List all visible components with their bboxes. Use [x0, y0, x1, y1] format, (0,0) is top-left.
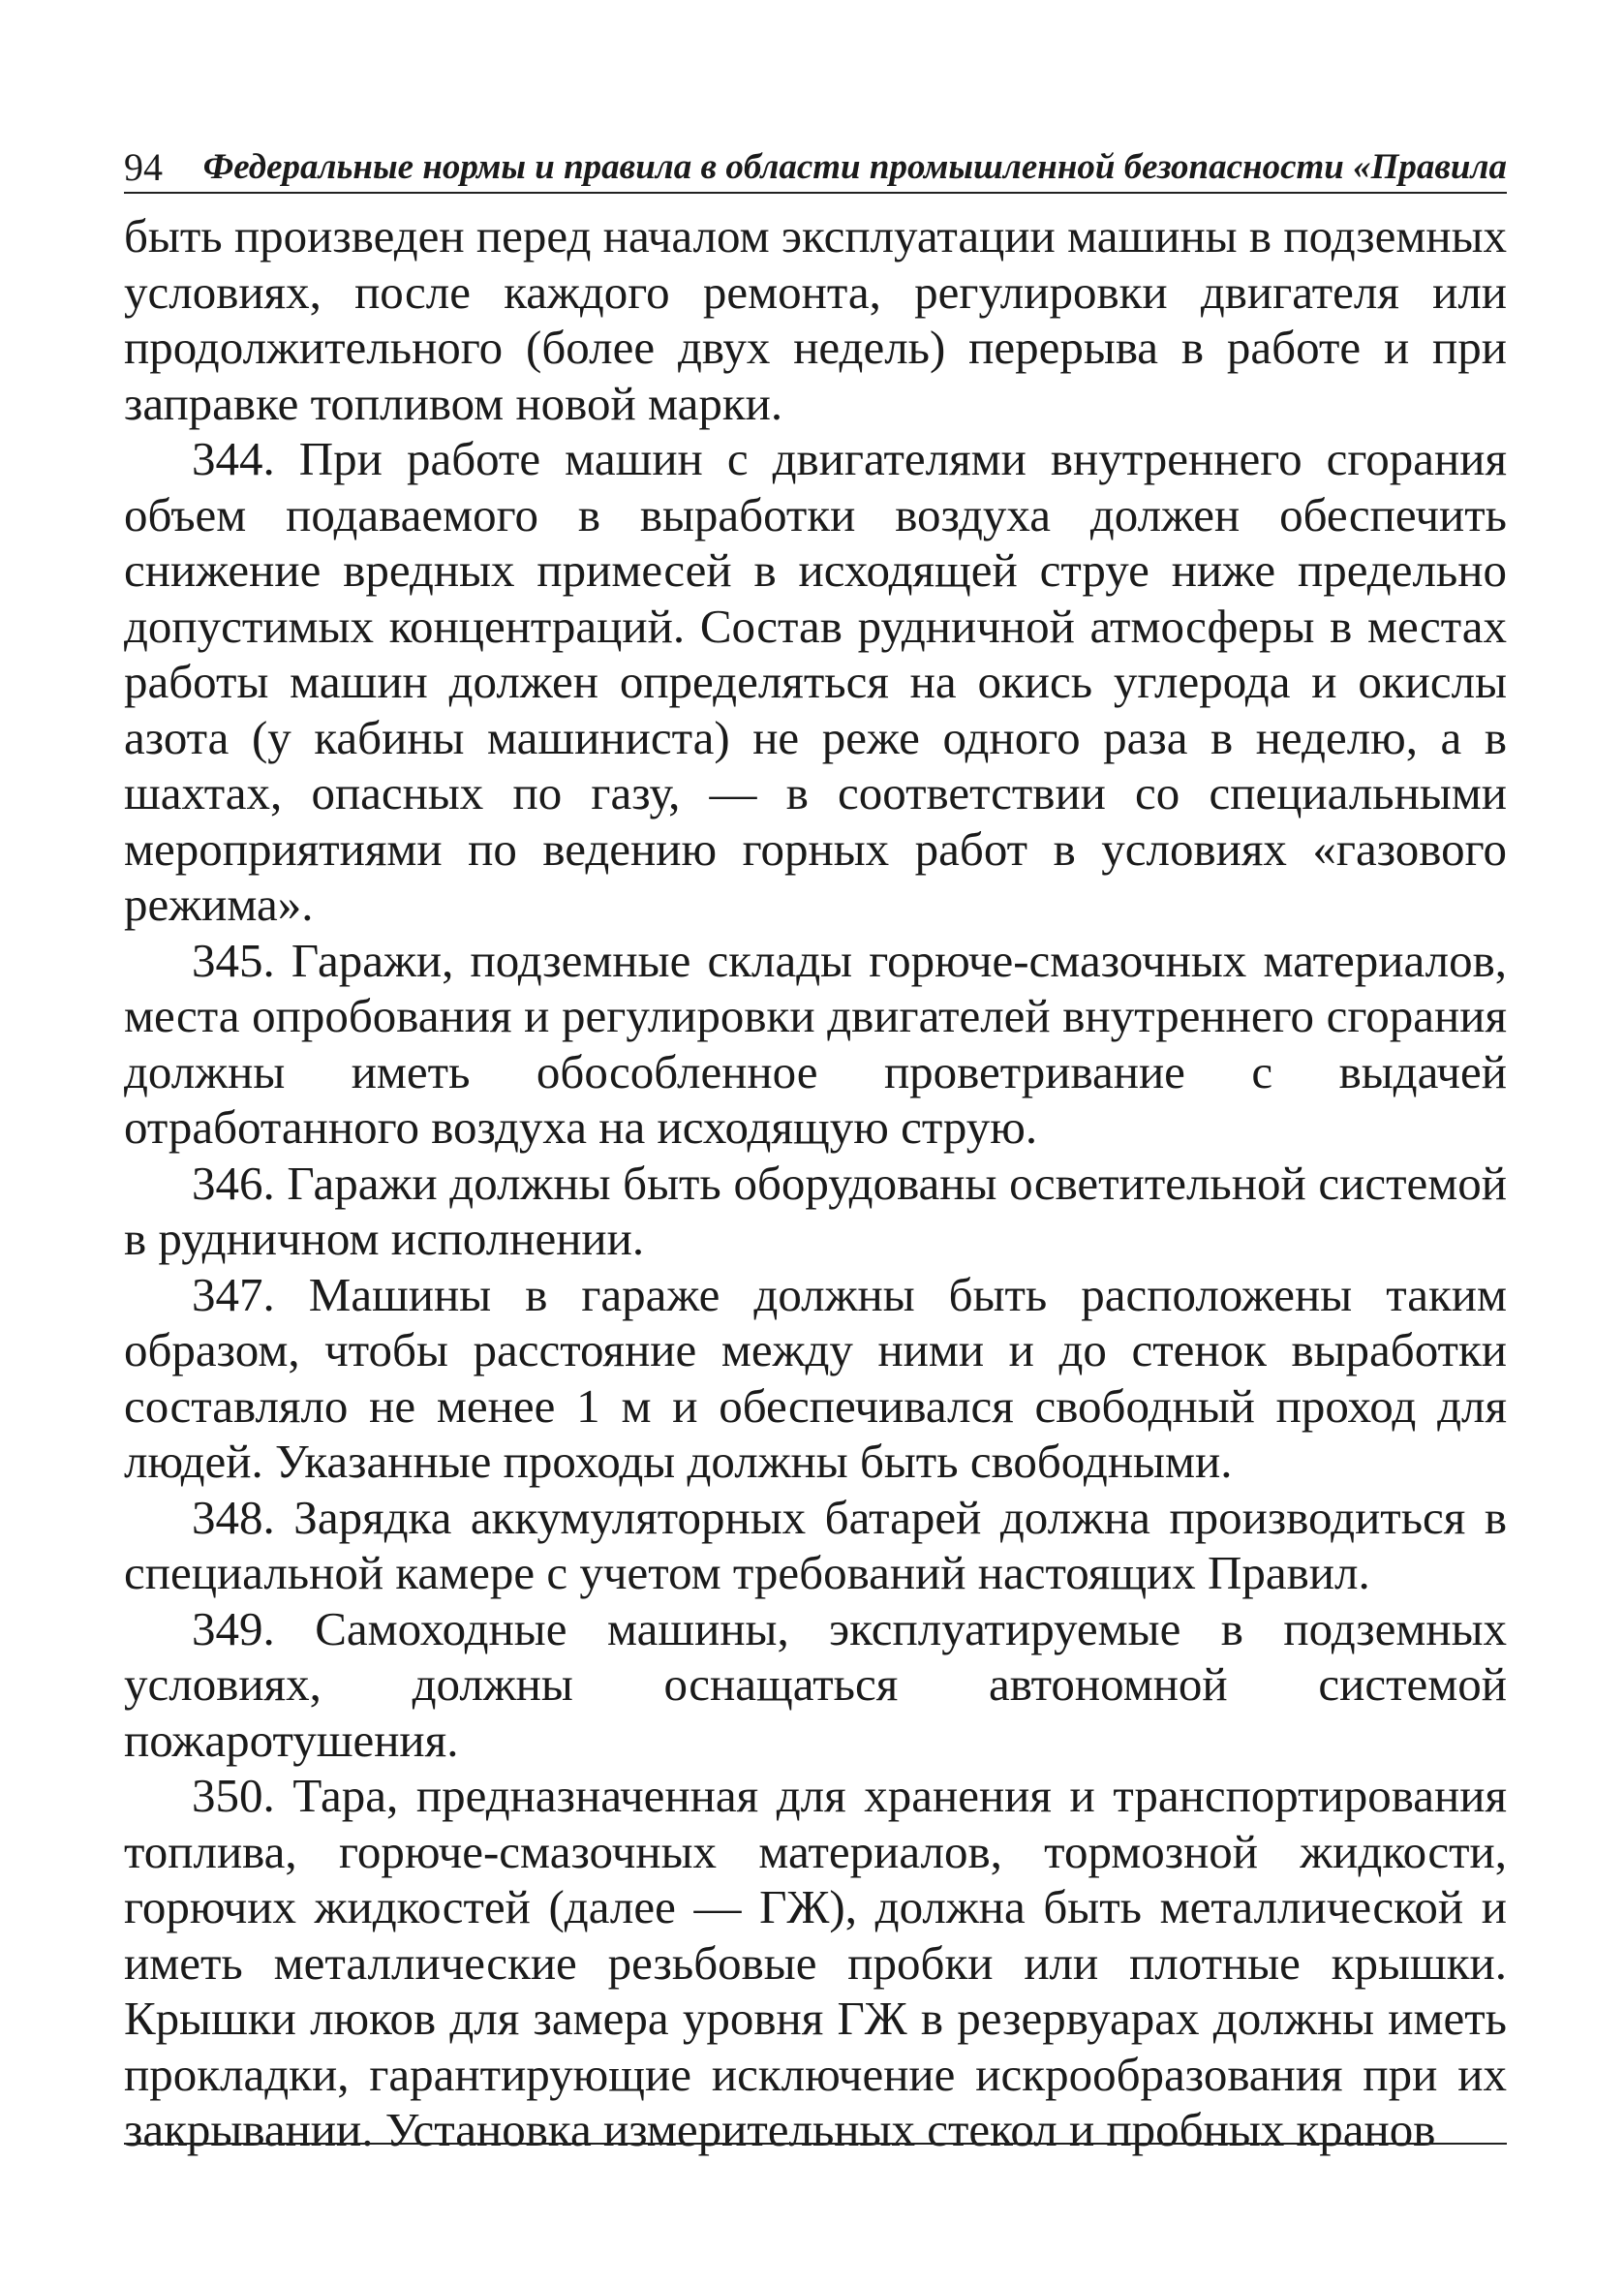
paragraph-346: 346. Гаражи должны быть оборудованы осветительной системой в рудничном исполнении.: [124, 1156, 1507, 1265]
page-header: [124, 143, 1507, 194]
page-number: 94: [124, 145, 163, 189]
body-text: [124, 208, 1507, 2158]
bottom-rule: [124, 2143, 1507, 2145]
paragraph-347: 347. Машины в гараже должны быть расположены таким образом, чтобы расстояние между ними и до стенок выработки составляло не менее 1 м и обеспечивался свободный проход для людей. Указанные проходы должны быть свободными.: [124, 1267, 1507, 1488]
paragraph-continuation: быть произведен перед началом эксплуатации машины в подземных условиях, после каждого ремонта, регулировки двигателя или продолжительного (более двух недель) перерыва в работе и при заправке топливом новой марки.: [124, 209, 1507, 430]
paragraph-350: 350. Тара, предназначенная для хранения и транспортирования топлива, горюче-смазочных материалов, тормозной жидкости, горючих жидкостей (далее — ГЖ), должна быть металлической и иметь металлические резьбовые пробки или плотные крышки. Крышки люков для замера уровня ГЖ в резервуарах должны иметь прокладки, гарантирующие исключение искрообразования при их закрывании. Установка измерительных стекол и пробных кранов: [124, 1769, 1507, 2156]
paragraph-348: 348. Зарядка аккумуляторных батарей должна производиться в специальной камере с учетом требований настоящих Правил.: [124, 1490, 1507, 1599]
paragraph-344: 344. При работе машин с двигателями внутреннего сгорания объем подаваемого в выработки воздуха должен обеспечить снижение вредных примесей в исходящей струе ниже предельно допустимых концентраций. Состав рудничной атмосферы в местах работы машин должен определяться на окись углерода и окислы азота (у кабины машиниста) не реже одного раза в неделю, а в шахтах, опасных по газу, — в соответствии со специальными мероприятиями по ведению горных работ в условиях «газового режима».: [124, 432, 1507, 931]
paragraph-345: 345. Гаражи, подземные склады горюче-смазочных материалов, места опробования и регулировки двигателей внутреннего сгорания должны иметь обособленное проветривание с выдачей отработанного воздуха на исходящую струю.: [124, 933, 1507, 1154]
running-title: Федеральные нормы и правила в области промышленной безопасности «Правила: [202, 147, 1507, 187]
paragraph-349: 349. Самоходные машины, эксплуатируемые в подземных условиях, должны оснащаться автономной системой пожаротушения.: [124, 1601, 1507, 1767]
